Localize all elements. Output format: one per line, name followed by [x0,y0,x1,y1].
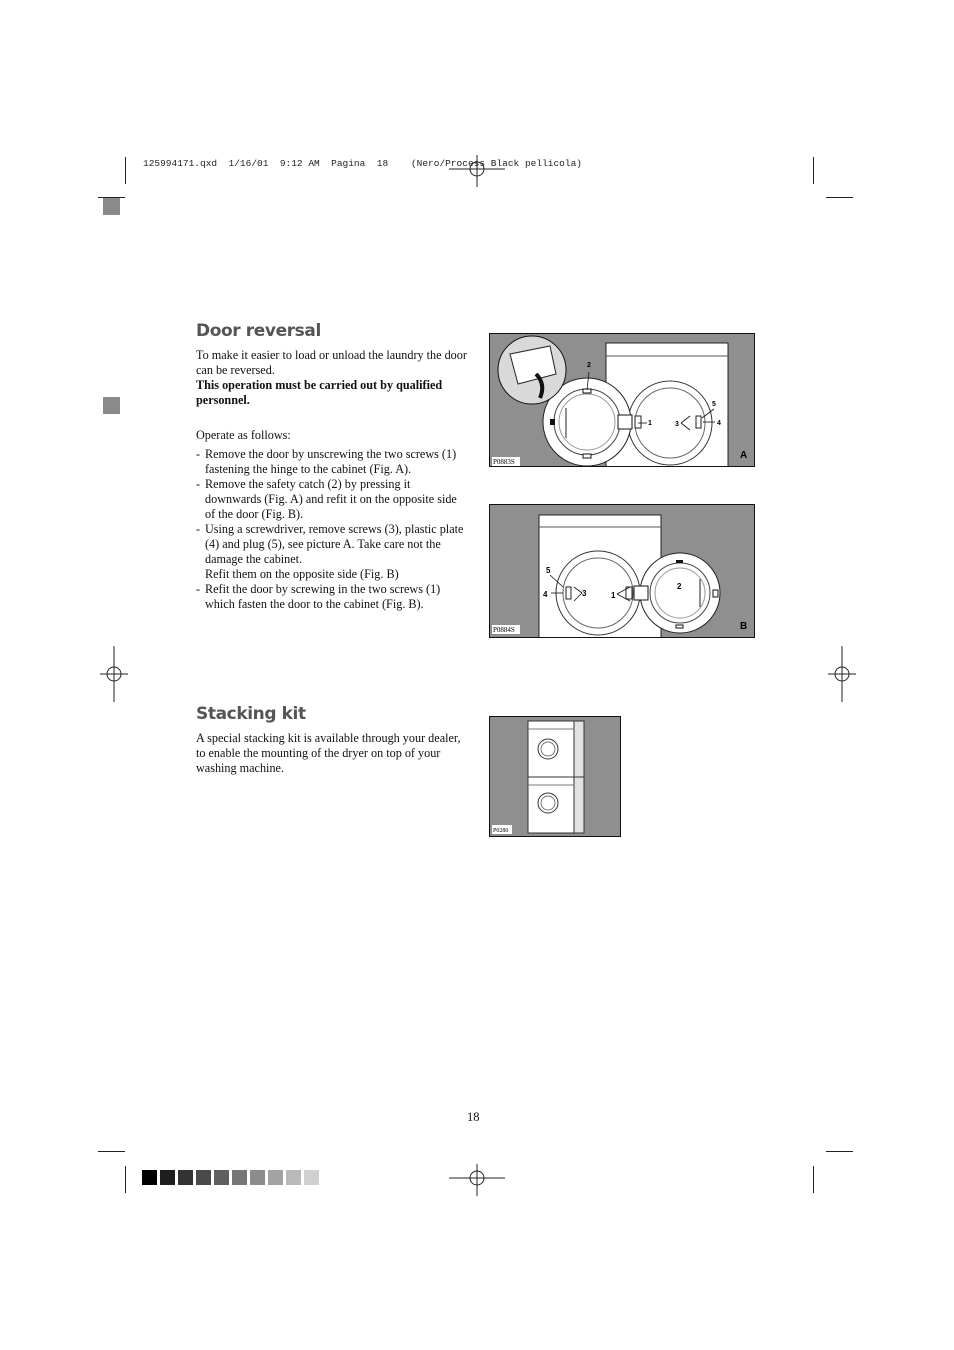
step-text: Using a screwdriver, remove screws (3), plastic plate (4) and plug (5), see picture A. Take care not the damage the cabinet. [205,522,464,566]
crop-mark [125,1166,126,1193]
steps-list [196,447,468,612]
color-swatch [142,1170,157,1185]
step-extra: Refit them on the opposite side (Fig. B) [205,567,399,581]
page-number: 18 [467,1110,480,1124]
figure-c-illustration [490,717,620,836]
step-item [196,522,468,582]
gray-marker-square [103,198,120,215]
step-item: - Refit the door by screwing in the two screws (1) which fasten the door to the cabinet (Fig. B). [196,582,468,612]
color-swatch [286,1170,301,1185]
crop-mark [125,157,126,184]
figure-a [489,333,755,467]
door-reversal-heading: Door reversal [196,321,321,341]
figure-letter: A [740,450,748,461]
color-swatch [232,1170,247,1185]
figure-code: P0883S [493,458,515,466]
figure-letter: B [740,621,748,632]
label-5: 5 [546,566,551,575]
crop-mark [98,1151,125,1152]
operate-text: Operate as follows: [196,428,291,442]
registration-mark-right [826,646,858,702]
stacking-kit-text: A special stacking kit is available through your dealer, to enable the mounting of the dryer on top of your washing machine. [196,731,461,775]
gray-marker-square [103,397,120,414]
label-3: 3 [582,589,587,598]
step-item: - Remove the safety catch (2) by pressing it downwards (Fig. A) and refit it on the opposite side of the door (Fig. B). [196,477,468,522]
color-swatch [160,1170,175,1185]
label-3: 3 [675,421,679,428]
label-1: 1 [648,420,652,427]
crop-mark [826,1151,853,1152]
label-4: 4 [717,420,721,427]
label-1: 1 [611,591,616,600]
color-swatch [178,1170,193,1185]
print-slug: 125994171.qxd 1/16/01 9:12 AM Pagina 18 (Nero/Process Black pellicola) [143,158,582,169]
label-2: 2 [587,362,591,369]
registration-mark-left [98,646,130,702]
warning-text: This operation must be carried out by qualified personnel. [196,378,443,407]
crop-mark [813,157,814,184]
figure-a-illustration [490,334,754,466]
color-swatch [250,1170,265,1185]
figure-b-illustration [490,505,754,637]
color-swatch [214,1170,229,1185]
figure-c [489,716,621,837]
figure-code: P0884S [493,626,515,634]
figure-code: P0280 [493,828,509,834]
door-reversal-text [196,348,468,612]
registration-mark-bottom [449,1162,505,1198]
figure-b [489,504,755,638]
crop-mark [813,1166,814,1193]
color-swatch [196,1170,211,1185]
crop-mark [826,197,853,198]
label-4: 4 [543,590,548,599]
color-swatch [304,1170,319,1185]
intro-text: To make it easier to load or unload the laundry the door can be reversed. [196,348,467,377]
color-swatch [268,1170,283,1185]
step-item: - Remove the door by unscrewing the two screws (1) fastening the hinge to the cabinet (Fig. A). [196,447,468,477]
label-5: 5 [712,401,716,408]
label-2: 2 [677,582,682,591]
stacking-kit-heading: Stacking kit [196,704,306,724]
